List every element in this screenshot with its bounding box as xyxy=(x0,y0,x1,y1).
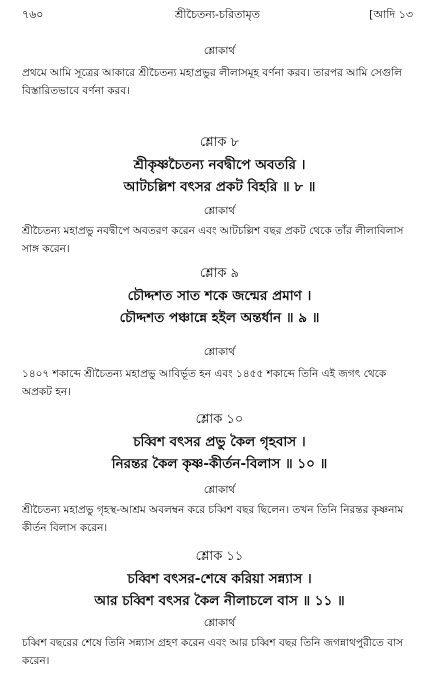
translation-block-1 xyxy=(22,44,417,100)
verse-heading: শ্লোক ৮ xyxy=(199,135,240,150)
verse-line: আটচল্লিশ বৎসর প্রকট বিহরি ॥ ৮ ॥ xyxy=(123,179,316,195)
verse-heading: শ্লোক ৯ xyxy=(199,266,240,281)
translation-text: শ্রীচৈতন্য মহাপ্রভু গৃহস্থ-আশ্রম অবলম্বন করে চব্বিশ বছর ছিলেন। তখন তিনি নিরন্তর কৃষ্ণনাম কীর্তন বিলাস করেন। xyxy=(22,504,404,534)
verse-line: আর চব্বিশ বৎসর কৈল নীলাচলে বাস ॥ ১১ ॥ xyxy=(94,593,345,609)
translation-label: শ্লোকার্থ xyxy=(203,484,236,496)
verse-line: চব্বিশ বৎসর-শেষে করিয়া সন্ন্যাস । xyxy=(127,571,312,587)
translation-label: শ্লোকার্থ xyxy=(203,45,236,57)
verse-block-9 xyxy=(22,265,417,401)
verse-line: শ্রীকৃষ্ণচৈতন্য নবদ্বীপে অবতরি । xyxy=(133,157,306,173)
page-number: ৭৬০ xyxy=(22,8,44,21)
translation-label: শ্লোকার্থ xyxy=(203,617,236,629)
verse-block-10 xyxy=(22,411,417,537)
verse-block-8 xyxy=(22,134,417,258)
verse-line: চৌদ্দশত পঞ্চান্নে হইল অন্তর্ধান ॥ ৯ ॥ xyxy=(119,310,320,326)
translation-text: শ্রীচৈতন্য মহাপ্রভু নবদ্বীপে অবতরণ করেন এবং আটচল্লিশ বছর প্রকট থেকে তাঁর লীলাবিলাস সাঙ্গ করেন। xyxy=(22,225,404,255)
verse-line: নিরন্তর কৈল কৃষ্ণ-কীর্তন-বিলাস ॥ ১০ ॥ xyxy=(111,456,328,472)
verse-line: চৌদ্দশত সাত শকে জন্মের প্রমাণ । xyxy=(127,288,312,304)
verse-block-11 xyxy=(22,548,417,670)
page-header xyxy=(22,6,413,24)
section-marker: [আদি ১৩ xyxy=(369,8,413,21)
translation-text: প্রথমে আমি সূত্রের আকারে শ্রীচৈতন্য মহাপ্রভুর লীলাসমূহ বর্ণনা করব। তারপর আমি সেগুলি বিস্তারিতভাবে বর্ণনা করব। xyxy=(22,67,403,97)
verse-line: চব্বিশ বৎসর প্রভু কৈল গৃহবাস । xyxy=(133,434,306,450)
translation-label: শ্লোকার্থ xyxy=(203,205,236,217)
translation-text: চব্বিশ বছরের শেষে তিনি সন্ন্যাস গ্রহণ করেন এবং আর চব্বিশ বছর তিনি জগন্নাথপুরীতে বাস করেন। xyxy=(22,637,404,667)
verse-heading: শ্লোক ১১ xyxy=(195,549,244,564)
translation-label: শ্লোকার্থ xyxy=(203,346,236,358)
translation-text: ১৪০৭ শকাব্দে শ্রীচৈতন্য মহাপ্রভু আবির্ভূত হন এবং ১৪৫৫ শকাব্দে তিনি এই জগৎ থেকে অপ্রকট হন। xyxy=(22,368,387,398)
running-title: শ্রীচৈতন্য-চরিতামৃত xyxy=(175,8,260,21)
verse-heading: শ্লোক ১০ xyxy=(195,412,244,427)
